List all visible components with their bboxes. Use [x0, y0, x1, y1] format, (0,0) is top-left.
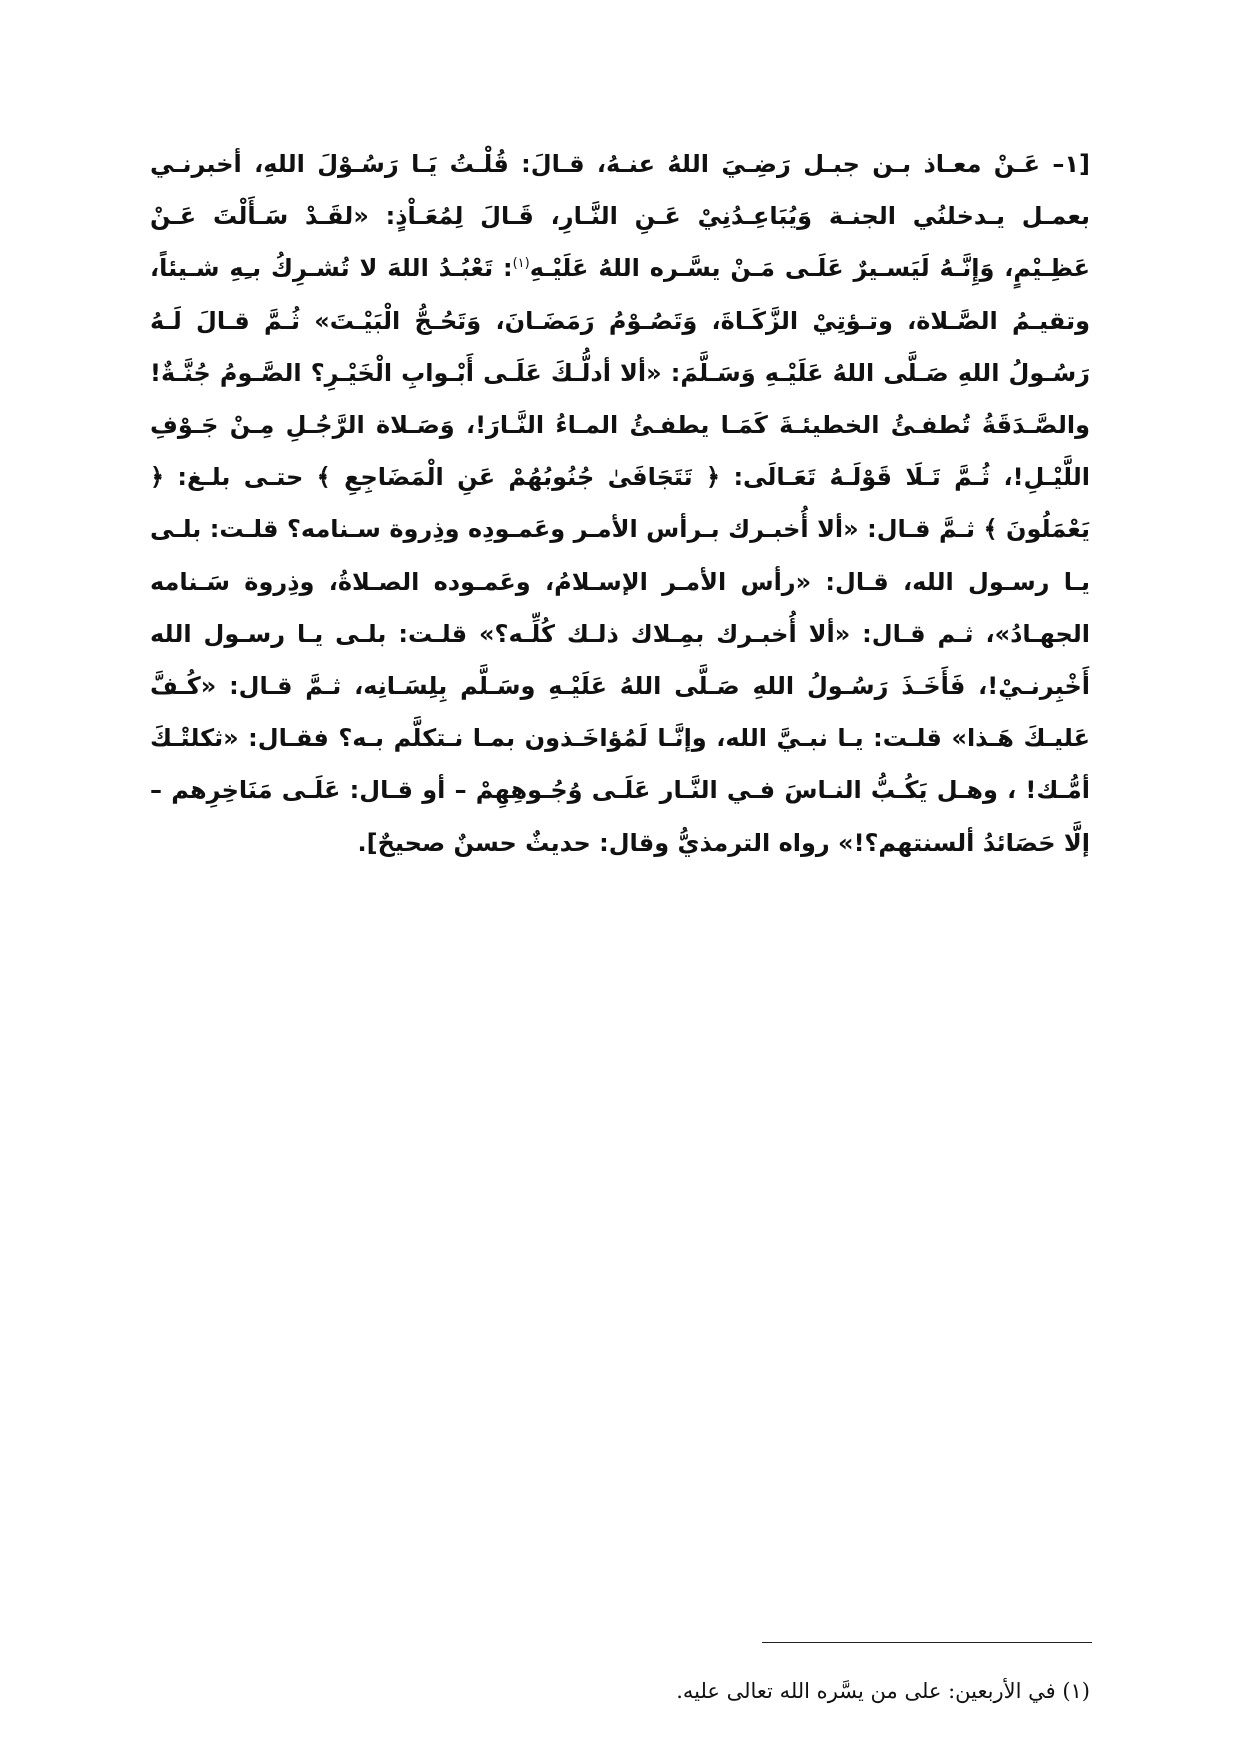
footnote-reference-marker[interactable]: (١) [512, 256, 530, 272]
footnote-separator-line [762, 1642, 1092, 1643]
footnote: (١) في الأربعين: على من يسَّره الله تعالى عليه. [676, 1679, 1090, 1703]
hadith-text-continued: : تَعْبُـدُ اللهَ لا تُشـرِكُ بـِهِ شـيئاً، وتقيـمُ الصَّـلاة، وتـؤتِيْ الزَّكَـاةَ، وَتَصُـوْمُ رَمَضَـانَ، وَتَحُـجُّ الْبَيْـتَ» ثُـمَّ قـالَ لَـهُ رَسُـولُ اللهِ صَـلَّى اللهُ عَلَيْـهِ وَسَـلَّمَ: «ألا أدلُّـكَ عَلَـى أَبْـوابِ الْخَيْـرِ؟ الصَّـومُ جُنَّـةٌ! والصَّـدَقَةُ تُطفـئُ الخطيئـةَ كَمَـا يطفـئُ المـاءُ النَّـارَ!، وَصَـلاة الرَّجُـلِ مِـنْ جَـوْفِ اللَّيْـلِ!، ثُـمَّ تَـلَا قَوْلَـهُ تَعَـالَى: ﴿ تَتَجَافَىٰ جُنُوبُهُمْ عَنِ الْمَضَاجِعِ ﴾ حتـى بلـغ: ﴿ يَعْمَلُونَ ﴾ ثـمَّ قـال: «ألا أُخبـرك بـرأس الأمـر وعَمـودِه وذِروة سـنامه؟ قلـت: بلـى يـا رسـول الله، قـال: «رأس الأمـر الإسـلامُ، وعَمـوده الصـلاةُ، وذِروة سَـنامه الجهـادُ»، ثـم قـال: «ألا أُخبـرك بمِـلاك ذلـك كُلِّـه؟» قلـت: بلـى يـا رسـول الله أَخْبِرنـيْ!، فَأَخَـذَ رَسُـولُ اللهِ صَـلَّى اللهُ عَلَيْـهِ وسَـلَّم بِلِسَـانِه، ثـمَّ قـال: «كُـفَّ عَليـكَ هَـذا» قلـت: يـا نبـيَّ الله، وإنَّـا لَمُؤاخَـذون بمـا نـتكلَّم بـه؟ فقـال: «ثكلتْـكَ أمُّـك! ، وهـل يَكُـبُّ النـاسَ فـي النَّـار عَلَـى وُجُـوهِهِمْ – أو قـال: عَلَـى مَنَاخِرِهم – إلَّا حَصَائدُ ألسنتهم؟!» رواه الترمذيُّ وقال: حديثٌ حسنٌ صحيحٌ]. [150, 254, 1090, 857]
hadith-paragraph [150, 138, 1090, 869]
hadith-text: [١– عَـنْ معـاذ بـن جبـل رَضِـيَ اللهُ عنـهُ، قـالَ: قُلْـتُ يَـا رَسُـوْلَ اللهِ، أخبرنـي بعمـل يـدخلنُي الجنـة وَيُبَاعِـدُنِيْ عَـنِ النَّـارِ، قَـالَ لِمُعَـاْذٍ: «لقَـدْ سَـأَلْتَ عَـنْ عَظِـيْمٍ، وَإِنَّـهُ لَيَسـيرٌ عَلَـى مَـنْ يسَّـره اللهُ عَلَيْـهِ [150, 150, 1090, 283]
